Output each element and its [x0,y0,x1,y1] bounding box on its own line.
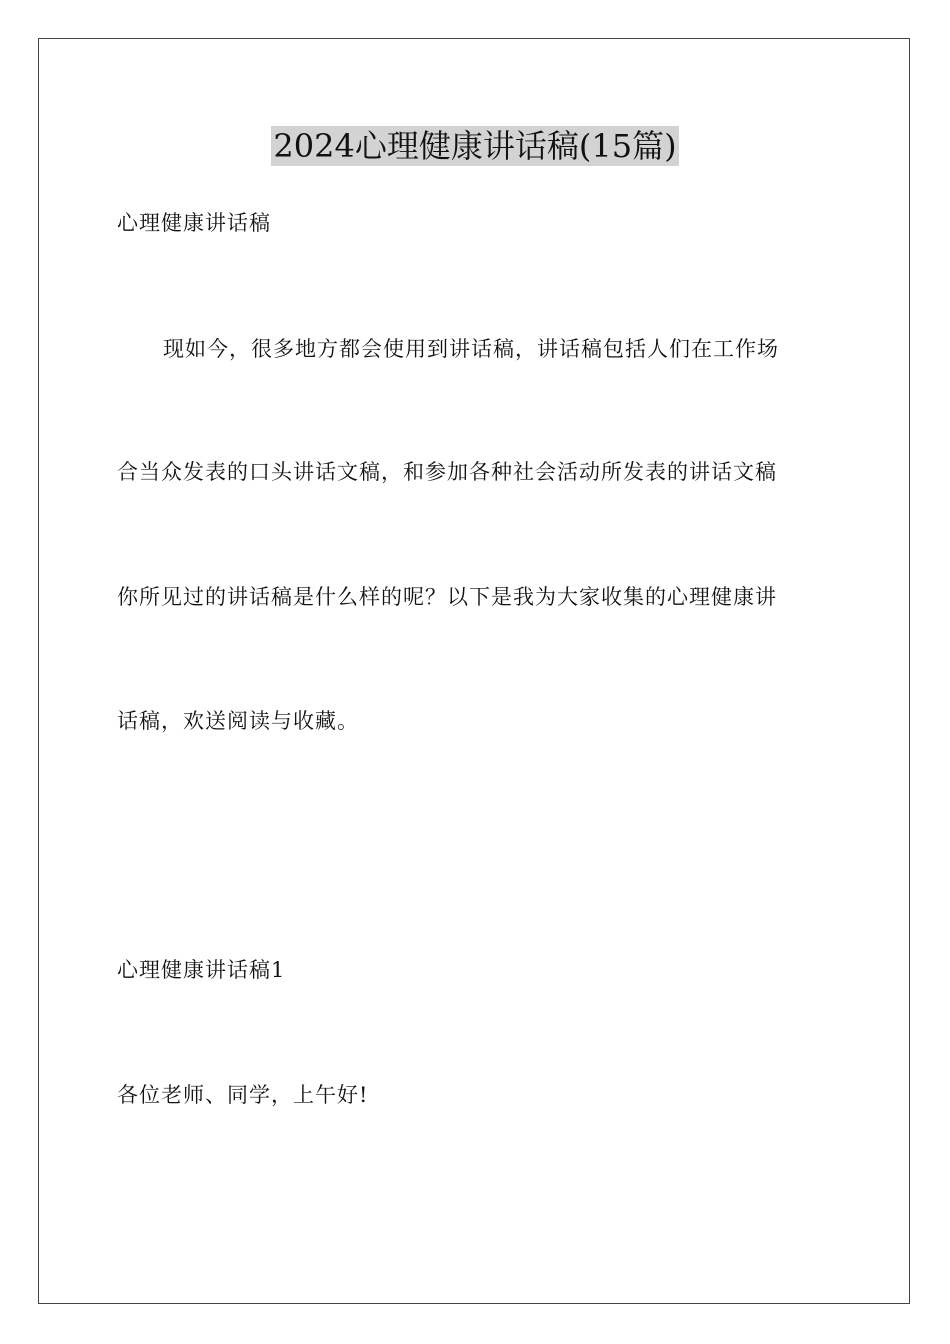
title-container [0,126,950,166]
intro-line-2: 合当众发表的口头讲话文稿，和参加各种社会活动所发表的讲话文稿 [117,460,777,484]
intro-line-1 [117,334,837,364]
intro-line-4: 话稿，欢送阅读与收藏。 [117,709,359,733]
intro-line-1-text: 现如今，很多地方都会使用到讲话稿，讲话稿包括人们在工作场 [163,337,779,361]
greeting-line: 各位老师、同学，上午好! [117,1083,369,1107]
section-heading: 心理健康讲话稿1 [117,958,286,982]
intro-line-3: 你所见过的讲话稿是什么样的呢？以下是我为大家收集的心理健康讲 [117,585,777,609]
document-title: 2024心理健康讲话稿(15篇) [273,127,677,165]
document-subtitle: 心理健康讲话稿 [117,211,271,235]
